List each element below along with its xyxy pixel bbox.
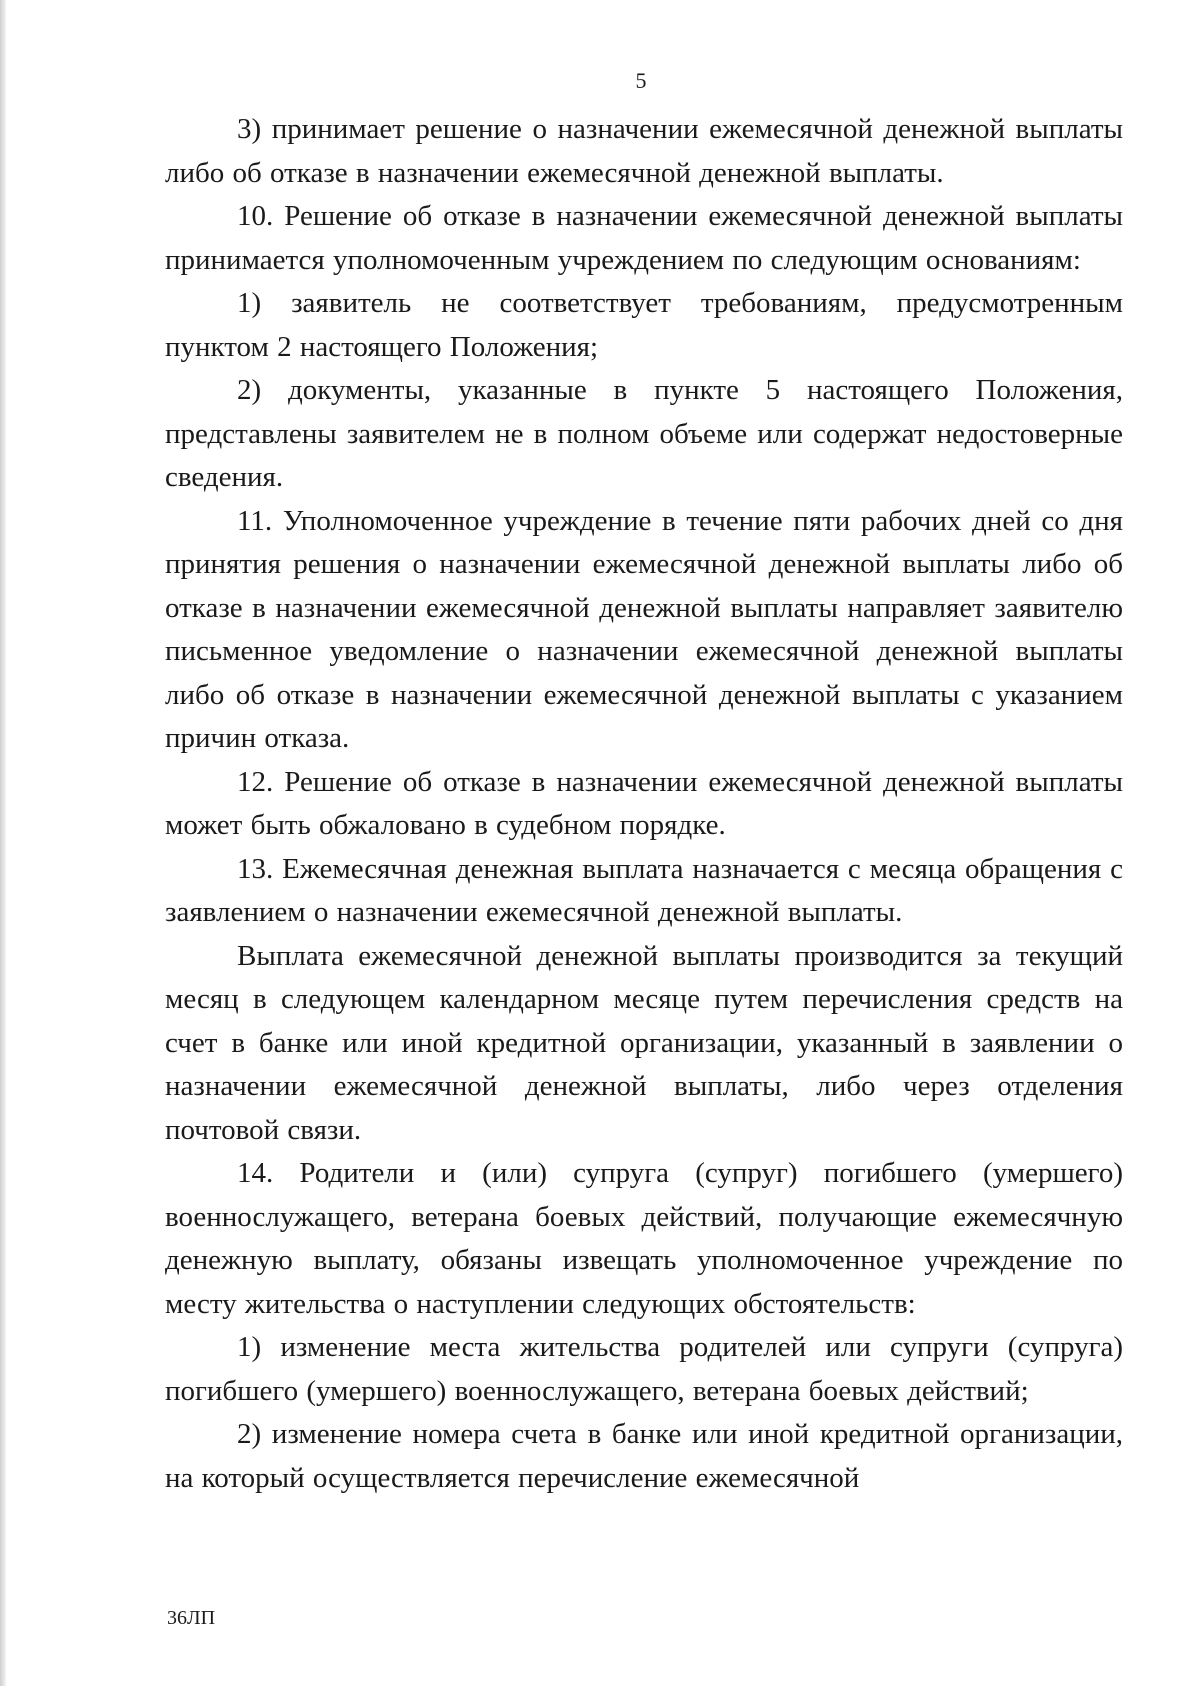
page-number: 5 — [635, 68, 647, 93]
paragraph-clause-14: 14. Родители и (или) супруга (супруг) погибшего (умершего) военнослужащего, ветерана боевых действий, получающие ежемесячную денежную выплату, обязаны извещать уполномоченное учреждение по месту жительства о наступлении следующих обстоятельств: — [165, 1157, 1123, 1320]
document-code: 36ЛП — [167, 1607, 216, 1629]
document-body — [165, 108, 1123, 1500]
paragraph-clause-14-item-2: 2) изменение номера счета в банке или иной кредитной организации, на который осуществляется перечисление ежемесячной — [165, 1418, 1123, 1494]
paragraph-clause-10-item-2: 2) документы, указанные в пункте 5 настоящего Положения, представлены заявителем не в полном объеме или содержат недостоверные сведения. — [165, 374, 1123, 493]
paragraph-item-3: 3) принимает решение о назначении ежемесячной денежной выплаты либо об отказе в назначении ежемесячной денежной выплаты. — [165, 113, 1123, 189]
scan-edge — [0, 0, 6, 1686]
paragraph-clause-14-item-1: 1) изменение места жительства родителей или супруги (супруга) погибшего (умершего) военнослужащего, ветерана боевых действий; — [165, 1331, 1123, 1407]
paragraph-clause-11: 11. Уполномоченное учреждение в течение пяти рабочих дней со дня принятия решения о назначении ежемесячной денежной выплаты либо об отказе в назначении ежемесячной денежной выплаты направляет заявителю письменное уведомление о назначении ежемесячной денежной выплаты либо об отказе в назначении ежемесячной денежной выплаты с указанием причин отказа. — [165, 504, 1123, 754]
paragraph-clause-13-payment: Выплата ежемесячной денежной выплаты производится за текущий месяц в следующем календарном месяце путем перечисления средств на счет в банке или иной кредитной организации, указанный в заявлении о назначении ежемесячной денежной выплаты, либо через отделения почтовой связи. — [165, 939, 1123, 1146]
paragraph-clause-10: 10. Решение об отказе в назначении ежемесячной денежной выплаты принимается уполномоченным учреждением по следующим основаниям: — [165, 200, 1123, 276]
paragraph-clause-13: 13. Ежемесячная денежная выплата назначается с месяца обращения с заявлением о назначении ежемесячной денежной выплаты. — [165, 852, 1123, 928]
paragraph-clause-10-item-1: 1) заявитель не соответствует требованиям, предусмотренным пунктом 2 настоящего Положения; — [165, 287, 1123, 363]
paragraph-clause-12: 12. Решение об отказе в назначении ежемесячной денежной выплаты может быть обжаловано в судебном порядке. — [165, 765, 1123, 841]
